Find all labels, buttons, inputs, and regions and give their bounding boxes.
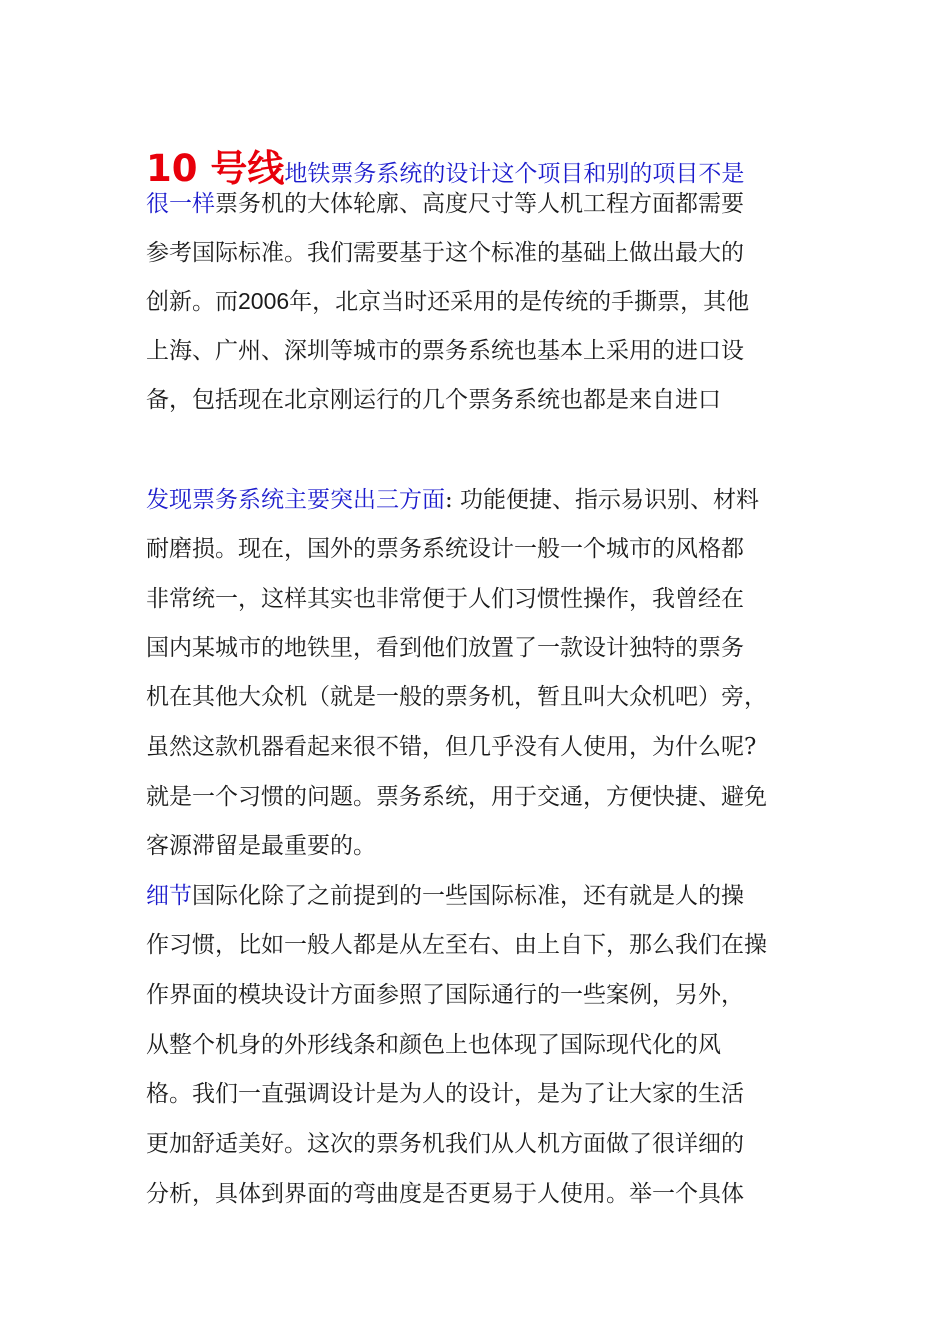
line-number-title: 10 号线 bbox=[146, 147, 285, 190]
year-text: 2006 bbox=[238, 288, 290, 314]
project-title: 地铁票务系统的设计这个项目和别的项目不是 bbox=[284, 161, 745, 187]
project-title-continued: 很一样 bbox=[146, 191, 215, 217]
section-heading: 发现票务系统主要突出三方面 bbox=[146, 487, 445, 513]
document-page: 10 号线地铁票务系统的设计这个项目和别的项目不是 很一样票务机的大体轮廓、高度尺寸等人机工程方面都需要 参考国际标准。我们需要基于这个标准的基础上做出最大的 创新。而2006年，北京当时还采用的是传统的手撕票，其他 上海、广州、深圳等城市的票务系统也基本上采用的进口设 备，包括现在北京刚运行的几个票务系统也都是来自进口 发现票务系统主要突出三方面: 功能便捷、指示易识别、材料 耐磨损。现在，国外的票务系统设计一般一个城市的风格都 非常统一，这样其实也非常便于人们习惯性操作，我曾经在 国内某城市的地铁里，看到他们放置了一款设计独特的票务 机在其他大众机（就是一般的票务机，暂且叫大众机吧）旁， 虽然这款机器看起来很不错，但几乎没有人使用，为什么呢? 就是一个习惯的问题。票务系统，用于交通，方便快捷、避免 客源滞留是最重要的。 细节国际化除了之前提到的一些国际标准，还有就是人的操 作习惯，比如一般人都是从左至右、由上自下，那么我们在操 作界面的模块设计方面参照了国际通行的一些案例，另外， 从整个机身的外形线条和颜色上也体现了国际现代化的风 格。我们一直强调设计是为人的设计，是为了让大家的生活 更加舒适美好。这次的票务机我们从人机方面做了很详细的 分析，具体到界面的弯曲度是否更易于人使用。举一个具体 bbox=[0, 0, 950, 1344]
section-heading: 细节 bbox=[146, 883, 192, 909]
